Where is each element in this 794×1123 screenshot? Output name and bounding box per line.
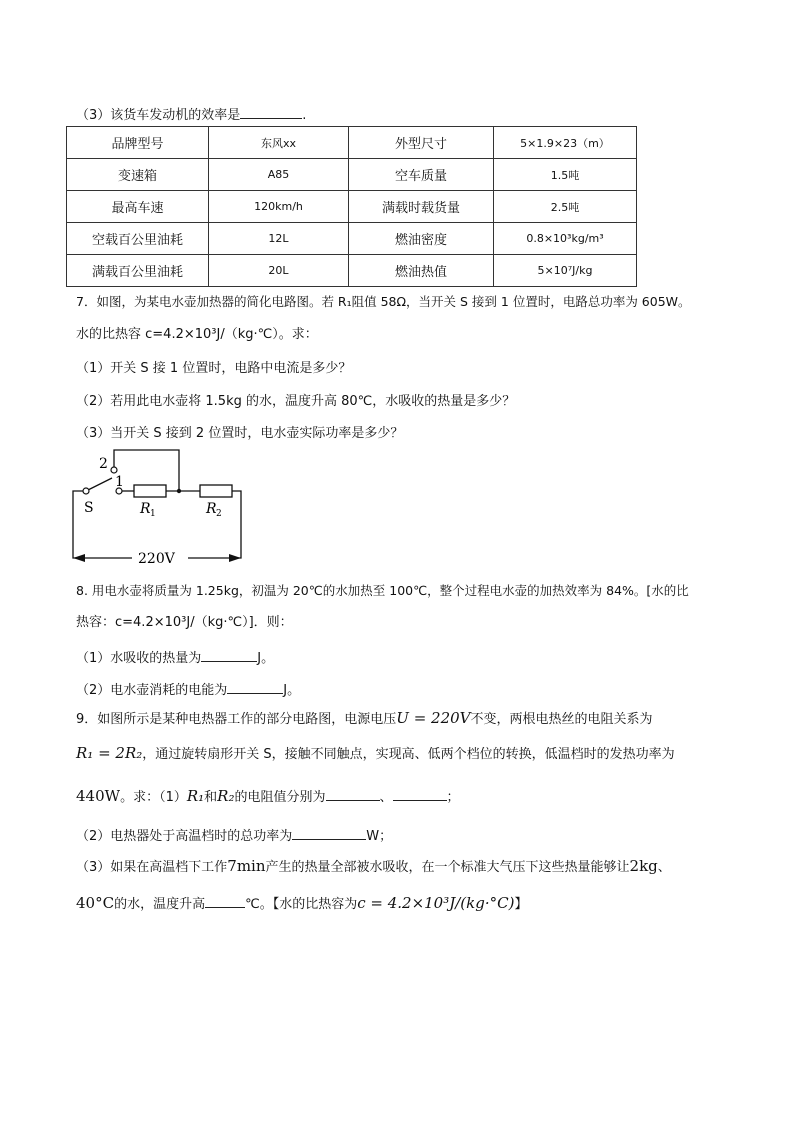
- answer-blank[interactable]: [205, 893, 245, 908]
- label-r2: R: [206, 501, 217, 517]
- q9-line1-text: 9．如图所示是某种电热器工作的部分电路图，电源电压: [76, 712, 397, 727]
- q9-line3-suffix: 的电阻值分别为: [234, 790, 326, 805]
- label-r1: R: [140, 501, 151, 517]
- answer-blank[interactable]: [326, 786, 380, 801]
- circuit-diagram: [68, 448, 248, 570]
- table-cell: 满载时载货量: [349, 191, 494, 223]
- q9-sub3: [76, 857, 671, 877]
- q9-line5: [76, 893, 527, 914]
- q9-line1: [76, 709, 653, 729]
- table-cell: 120km/h: [209, 191, 349, 223]
- label-position-1: 1: [115, 474, 124, 490]
- q9-mass: 2kg: [629, 857, 658, 875]
- arrow-left-icon: [73, 554, 85, 562]
- q9-resistance-formula: R₁ = 2R₂: [76, 744, 143, 762]
- table-row: [67, 127, 637, 159]
- answer-blank[interactable]: [201, 647, 257, 662]
- q9-sub3-text: （3）如果在高温档下工作: [76, 860, 228, 875]
- q6-part3: [76, 104, 306, 125]
- answer-blank[interactable]: [227, 679, 283, 694]
- q7-sub3: （3）当开关 S 接到 2 位置时，电水壶实际功率是多少？: [76, 426, 404, 441]
- table-row: [67, 255, 637, 287]
- table-cell: 空载百公里油耗: [67, 223, 209, 255]
- table-cell: 燃油热值: [349, 255, 494, 287]
- answer-blank[interactable]: [292, 825, 366, 840]
- q9-line2: [76, 744, 675, 764]
- table-row: [67, 191, 637, 223]
- label-r1-sub: 1: [150, 509, 156, 519]
- answer-blank[interactable]: [240, 104, 302, 119]
- table-cell: 变速箱: [67, 159, 209, 191]
- table-cell: 空车质量: [349, 159, 494, 191]
- q8-sub2-unit: J。: [283, 683, 301, 698]
- q9-sub3-end: 、: [657, 860, 671, 875]
- q8-sub1: [76, 647, 274, 668]
- q9-line5-mid: 的水，温度升高: [114, 897, 206, 912]
- q9-line3-mid: 。求：（1）: [120, 790, 187, 805]
- q9-line3: [76, 786, 460, 807]
- table-cell: 20L: [209, 255, 349, 287]
- q9-sub2-unit: W；: [366, 829, 393, 844]
- q7-sub2: （2）若用此电水壶将 1.5kg 的水，温度升高 80℃，水吸收的热量是多少？: [76, 394, 516, 409]
- table-cell: 5×10⁷J/kg: [494, 255, 637, 287]
- q8-sub1-unit: J。: [257, 651, 275, 666]
- q9-heat-capacity-formula: c = 4.2×10³J/(kg·°C): [357, 894, 515, 912]
- q8-line2: 热容：c=4.2×10³J/（kg·℃）]．则：: [76, 615, 293, 630]
- q9-line1-suffix: 不变，两根电热丝的电阻关系为: [470, 712, 653, 727]
- q9-r2-symbol: R₂: [217, 787, 235, 805]
- q9-and: 和: [204, 790, 218, 805]
- q6-part3-end: .: [302, 108, 307, 123]
- switch-pivot: [83, 488, 89, 494]
- q9-voltage-formula: U = 220V: [396, 709, 471, 727]
- q9-line2-text: ，通过旋转扇形开关 S，接触不同触点，实现高、低两个档位的转换，低温档时的发热功率为: [142, 747, 675, 762]
- q9-line3-end: ；: [446, 790, 460, 805]
- table-row: [67, 223, 637, 255]
- table-cell: 5×1.9×23（m）: [494, 127, 637, 159]
- table-cell: 1.5吨: [494, 159, 637, 191]
- label-voltage: 220V: [138, 551, 175, 567]
- q9-r1-symbol: R₁: [186, 787, 205, 805]
- table-cell: A85: [209, 159, 349, 191]
- spec-table: [66, 126, 637, 287]
- resistor-r2: [200, 485, 232, 497]
- label-r2-sub: 2: [216, 509, 222, 519]
- label-switch-s: S: [84, 500, 94, 516]
- table-cell: 品牌型号: [67, 127, 209, 159]
- label-position-2: 2: [99, 456, 108, 472]
- q9-power-value: 440W: [76, 787, 121, 805]
- table-row: [67, 159, 637, 191]
- table-cell: 最高车速: [67, 191, 209, 223]
- q9-time: 7min: [227, 857, 266, 875]
- q9-line5-unit: ℃。【水的比热容为: [245, 897, 358, 912]
- table-cell: 满载百公里油耗: [67, 255, 209, 287]
- table-cell: 2.5吨: [494, 191, 637, 223]
- arrow-right-icon: [229, 554, 241, 562]
- q9-initial-temp: 40°C: [76, 894, 115, 912]
- q7-line1: 7．如图，为某电水壶加热器的简化电路图。若 R₁阻值 58Ω，当开关 S 接到 1 位置时，电路总功率为 605W。: [76, 294, 691, 309]
- resistor-r1: [134, 485, 166, 497]
- answer-blank[interactable]: [393, 786, 447, 801]
- q9-sub2: [76, 825, 392, 846]
- table-cell: 燃油密度: [349, 223, 494, 255]
- table-cell: 12L: [209, 223, 349, 255]
- q8-sub2-text: （2）电水壶消耗的电能为: [76, 683, 228, 698]
- q9-sub2-text: （2）电热器处于高温档时的总功率为: [76, 829, 293, 844]
- switch-lever: [88, 478, 112, 490]
- q8-line1: 8. 用电水壶将质量为 1.25kg，初温为 20℃的水加热至 100℃，整个过程电水壶的加热效率为 84%。[水的比: [76, 583, 689, 598]
- q6-part3-text: （3）该货车发动机的效率是: [76, 108, 241, 123]
- q9-sub3-mid: 产生的热量全部被水吸收，在一个标准大气压下这些热量能够让: [265, 860, 630, 875]
- q7-sub1: （1）开关 S 接 1 位置时，电路中电流是多少？: [76, 361, 352, 376]
- q9-line5-end: 】: [514, 897, 528, 912]
- q7-line2: 水的比热容 c=4.2×10³J/（kg·℃）。求：: [76, 327, 318, 342]
- q8-sub1-text: （1）水吸收的热量为: [76, 651, 202, 666]
- contact-2: [111, 467, 117, 473]
- table-cell: 0.8×10³kg/m³: [494, 223, 637, 255]
- junction-dot: [177, 489, 181, 493]
- q9-sep: 、: [379, 790, 393, 805]
- table-cell: 东风xx: [209, 127, 349, 159]
- q8-sub2: [76, 679, 300, 700]
- table-cell: 外型尺寸: [349, 127, 494, 159]
